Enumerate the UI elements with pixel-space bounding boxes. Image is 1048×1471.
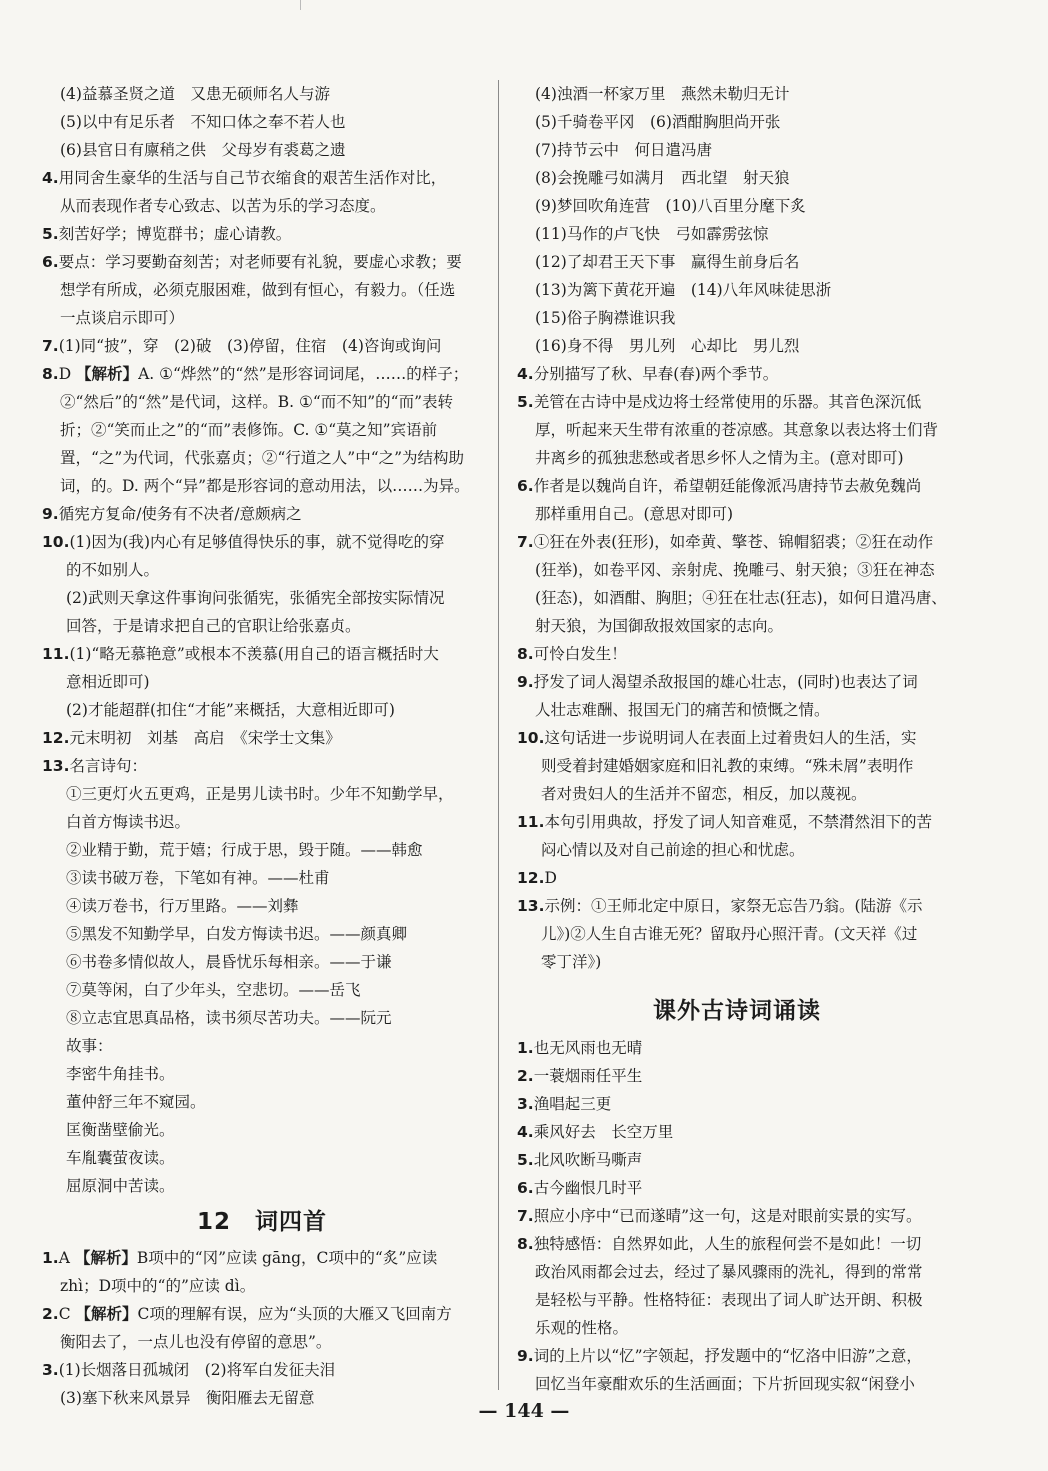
analysis-tag: 【解析】: [74, 1248, 137, 1267]
answer-line: 井离乡的孤独悲愁或者思乡怀人之情为主。(意对即可): [535, 449, 904, 467]
answer-line: 者对贵妇人的生活并不留恋，相反，加以蔑视。: [541, 785, 867, 803]
analysis-tag: 【解析】: [76, 364, 139, 383]
answer-line: 那样重用自己。(意思对即可): [535, 505, 734, 523]
answer-line: ②“然后”的“然”是代词，这样。B. ①“而不知”的“而”表转: [60, 393, 454, 411]
answer-line: 政治风雨都会过去，经过了暴风骤雨的洗礼，得到的常常: [535, 1263, 923, 1281]
answer-line: 回答，于是请求把自己的官职让给张嘉贞。: [66, 617, 361, 635]
quote-line: ⑦莫等闲，白了少年头，空悲切。——岳飞: [66, 981, 361, 999]
answer-line: 闷心情以及对自己前途的担心和忧虑。: [541, 841, 805, 859]
section-heading-lesson-12: 12 词四首: [196, 1209, 327, 1235]
story-line: 李密牛角挂书。: [66, 1065, 175, 1083]
answer-line: 从而表现作者专心致志、以苦为乐的学习态度。: [60, 197, 386, 215]
scan-mark: [300, 0, 301, 10]
question-9: 9.循宪方复命/使务有不决者/意颇病之: [42, 505, 302, 523]
answer-line: (5)千骑卷平冈 (6)酒酣胸胆尚开张: [535, 113, 781, 131]
answer-line: (6)县官日有廪稍之供 父母岁有裘葛之遗: [60, 141, 346, 159]
answer-line: (2)武则天拿这件事询问张循宪，张循宪全部按实际情况: [66, 589, 445, 607]
answer-line: 一点谈启示即可）: [60, 309, 185, 327]
answer-line: (2)才能超群(扣住“才能”来概括，大意相近即可): [66, 701, 395, 719]
question-5: 5.羌管在古诗中是戍边将士经常使用的乐器。其音色深沉低: [517, 393, 922, 411]
story-line: 匡衡凿壁偷光。: [66, 1121, 175, 1139]
page-number: — 144 —: [478, 1400, 570, 1422]
answer-line: 儿》)②人生自古谁无死？留取丹心照汗青。(文天祥《过: [541, 925, 918, 943]
column-divider: [498, 80, 499, 1390]
question-12: 12.D: [517, 869, 557, 887]
answer-line: 零丁洋》): [541, 953, 602, 971]
question-13: 13.示例：①王师北定中原日，家祭无忘告乃翁。(陆游《示: [517, 897, 923, 915]
answer-line: (4)浊酒一杯家万里 燕然未勒归无计: [535, 85, 790, 103]
answer-line: (3)塞下秋来风景异 衡阳雁去无留意: [60, 1389, 315, 1407]
section-heading-extracurricular: 课外古诗词诵读: [653, 998, 821, 1024]
story-line: 车胤囊萤夜读。: [66, 1149, 175, 1167]
question-8: 8.可怜白发生！: [517, 645, 627, 663]
question-7: 7.(1)同“披”，穿 (2)破 (3)停留，住宿 (4)咨询或询问: [42, 337, 442, 355]
left-column: [42, 80, 482, 1412]
question-13: 13.名言诗句：: [42, 757, 147, 775]
story-label: 故事：: [66, 1037, 113, 1055]
answer-line: (15)俗子胸襟谁识我: [535, 309, 676, 327]
question-1: 1.A 【解析】B项中的“冈”应读 gāng，C项中的“炙”应读: [42, 1248, 438, 1267]
quote-line: ④读万卷书，行万里路。——刘彝: [66, 897, 299, 915]
answer-line: (7)持节云中 何日遣冯唐: [535, 141, 712, 159]
quote-line: ⑥书卷多情似故人，晨昏忧乐每相亲。——于谦: [66, 953, 392, 971]
question-9: 9.词的上片以“忆”字领起，抒发题中的“忆洛中旧游”之意，: [517, 1347, 922, 1365]
quote-line: ⑧立志宜思真品格，读书须尽苦功夫。——阮元: [66, 1009, 392, 1027]
question-8: 8.D 【解析】A. ①“烨然”的“然”是形容词词尾，……的样子；: [42, 364, 469, 383]
answer-line: (12)了却君王天下事 赢得生前身后名: [535, 253, 800, 271]
answer-line: (11)马作的卢飞快 弓如霹雳弦惊: [535, 225, 769, 243]
question-12: 12.元末明初 刘基 高启 《宋学士文集》: [42, 729, 341, 747]
answer-line: (13)为篱下黄花开遍 (14)八年风味徒思浙: [535, 281, 832, 299]
question-9: 9.抒发了词人渴望杀敌报国的雄心壮志，(同时)也表达了词: [517, 673, 918, 691]
answer-line: 射天狼，为国御敌报效国家的志向。: [535, 617, 784, 635]
answer-line: 衡阳去了，一点儿也没有停留的意思”。: [60, 1333, 332, 1351]
question-2: 2.C 【解析】C项的理解有误，应为“头顶的大雁又飞回南方: [42, 1304, 452, 1323]
quote-line: ⑤黑发不知勤学早，白发方悔读书迟。——颜真卿: [66, 925, 408, 943]
answer-line: 人壮志难酬、报国无门的痛苦和愤慨之情。: [535, 701, 830, 719]
right-column: [517, 80, 957, 1398]
answer-line: 想学有所成，必须克服困难，做到有恒心，有毅力。（任选: [60, 281, 456, 299]
question-2: 2.一蓑烟雨任平生: [517, 1067, 643, 1085]
answer-line: 的不如别人。: [66, 561, 160, 579]
question-11: 11.本句引用典故，抒发了词人知音难觅，不禁潸然泪下的苦: [517, 813, 932, 831]
answer-line: (狂态)，如酒酣、胸胆；④狂在壮志(狂志)，如何日遣冯唐、: [535, 589, 947, 607]
answer-line: (16)身不得 男儿列 心却比 男儿烈: [535, 337, 800, 355]
question-6: 6.作者是以魏尚自许，希望朝廷能像派冯唐持节去赦免魏尚: [517, 477, 922, 495]
question-1: 1.也无风雨也无晴: [517, 1039, 643, 1057]
question-7: 7.①狂在外表(狂形)，如牵黄、擎苍、锦帽貂裘；②狂在动作: [517, 533, 934, 551]
answer-line: (5)以中有足乐者 不知口体之奉不若人也: [60, 113, 346, 131]
question-8: 8.独特感悟：自然界如此，人生的旅程何尝不是如此！一切: [517, 1235, 922, 1253]
question-5: 5.北风吹断马嘶声: [517, 1151, 643, 1169]
question-3: 3.渔唱起三更: [517, 1095, 612, 1113]
question-6: 6.古今幽恨几时平: [517, 1179, 643, 1197]
question-4: 4.乘风好去 长空万里: [517, 1123, 674, 1141]
quote-line: 白首方悔读书迟。: [66, 813, 191, 831]
answer-line: 是轻松与平静。性格特征：表现出了词人旷达开朗、积极: [535, 1291, 923, 1309]
question-3: 3.(1)长烟落日孤城闭 (2)将军白发征夫泪: [42, 1361, 336, 1379]
question-7: 7.照应小序中“已而遂晴”这一句，这是对眼前实景的实写。: [517, 1207, 922, 1225]
question-4: 4.分别描写了秋、早春(春)两个季节。: [517, 365, 779, 383]
answer-line: 词，的。D. 两个“异”都是形容词的意动用法，以……为异。: [60, 477, 470, 495]
answer-line: 折；②“笑而止之”的“而”表修饰。C. ①“莫之知”宾语前: [60, 421, 438, 439]
answer-line: (8)会挽雕弓如满月 西北望 射天狼: [535, 169, 790, 187]
answer-line: (4)益慕圣贤之道 又患无硕师名人与游: [60, 85, 330, 103]
question-6: 6.要点：学习要勤奋刻苦；对老师要有礼貌，要虚心求教；要: [42, 253, 462, 271]
question-10: 10.(1)因为(我)内心有足够值得快乐的事，就不觉得吃的穿: [42, 533, 445, 551]
question-4: 4.用同舍生豪华的生活与自己节衣缩食的艰苦生活作对比，: [42, 169, 447, 187]
answer-line: 回忆当年豪酣欢乐的生活画面；下片折回现实叙“闲登小: [535, 1375, 915, 1393]
analysis-tag: 【解析】: [75, 1304, 138, 1323]
answer-line: 厚，听起来天生带有浓重的苍凉感。其意象以表达将士们背: [535, 421, 939, 439]
answer-line: 乐观的性格。: [535, 1319, 629, 1337]
question-10: 10.这句话进一步说明词人在表面上过着贵妇人的生活，实: [517, 729, 917, 747]
quote-line: ③读书破万卷，下笔如有神。——杜甫: [66, 869, 330, 887]
question-5: 5.刻苦好学；博览群书；虚心请教。: [42, 225, 292, 243]
answer-line: (狂举)，如卷平冈、亲射虎、挽雕弓、射天狼；③狂在神态: [535, 561, 935, 579]
answer-line: 则受着封建婚姻家庭和旧礼教的束缚。“殊未屑”表明作: [541, 757, 914, 775]
quote-line: ①三更灯火五更鸡，正是男儿读书时。少年不知勤学早，: [66, 785, 454, 803]
answer-line: zhì；D项中的“的”应读 dì。: [60, 1277, 256, 1295]
answer-line: (9)梦回吹角连营 (10)八百里分麾下炙: [535, 197, 806, 215]
answer-line: 置，“之”为代词，代张嘉贞；②“行道之人”中“之”为结构助: [60, 449, 465, 467]
story-line: 屈原洞中苦读。: [66, 1177, 175, 1195]
story-line: 董仲舒三年不窥园。: [66, 1093, 206, 1111]
quote-line: ②业精于勤，荒于嬉；行成于思，毁于随。——韩愈: [66, 841, 423, 859]
question-11: 11.(1)“略无慕艳意”或根本不羡慕(用自己的语言概括时大: [42, 645, 439, 663]
answer-line: 意相近即可): [66, 673, 150, 691]
